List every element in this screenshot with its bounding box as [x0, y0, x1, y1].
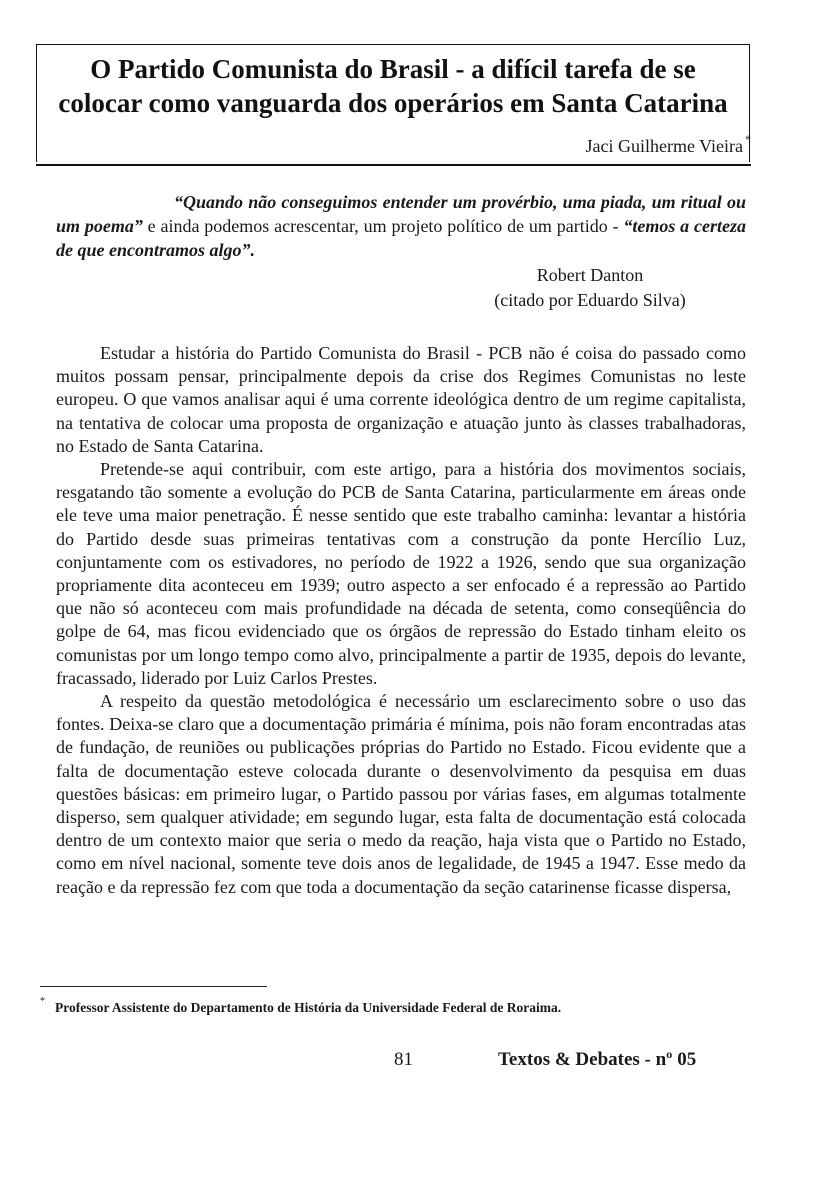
title-underline: [36, 164, 751, 166]
epigraph: [56, 190, 746, 262]
title-line-2: colocar como vanguarda dos operários em Santa Catarina: [58, 88, 728, 118]
epigraph-quote-2: “temos a certeza de que encontramos algo”.: [56, 216, 746, 260]
article-title: [36, 52, 750, 120]
epigraph-source-name: Robert Danton: [536, 265, 644, 285]
footnote-divider: [40, 986, 267, 987]
epigraph-source-cite: (citado por Eduardo Silva): [494, 290, 686, 310]
body-paragraph-1: Estudar a história do Partido Comunista do Brasil - PCB não é coisa do passado como muitos possam pensar, principalmente depois da crise dos Regimes Comunistas no leste europeu. O que vamos analisar aqui é uma corrente ideológica dentro de um regime capitalista, na tentativa de colocar uma proposta de organização e atuação junto às classes trabalhadoras, no Estado de Santa Catarina.: [56, 343, 746, 456]
author-footnote-mark: *: [745, 132, 751, 146]
epigraph-connector: e ainda podemos acrescentar, um projeto político de um partido -: [142, 216, 624, 236]
footnote-text: Professor Assistente do Departamento de História da Universidade Federal de Roraima.: [55, 1000, 562, 1015]
author-name: Jaci Guilherme Vieira: [585, 136, 743, 156]
journal-name: Textos & Debates - nº 05: [498, 1049, 697, 1070]
epigraph-quote: [56, 190, 746, 262]
title-line-1: O Partido Comunista do Brasil - a difícil tarefa de se: [90, 54, 696, 84]
body-paragraph-2: Pretende-se aqui contribuir, com este artigo, para a história dos movimentos sociais, resgatando tão somente a evolução do PCB de Santa Catarina, particularmente em áreas onde ele teve uma maior penetração. É nesse sentido que este trabalho caminha: levantar a história do Partido desde suas primeiras tentativas com a construção da ponte Hercílio Luz, conjuntamente com os estivadores, no período de 1922 a 1926, sendo que sua organização propriamente dita aconteceu em 1939; outro aspecto a ser enfocado é a repressão ao Partido que não só aconteceu com mais profundidade na década de setenta, como conseqüência do golpe de 64, mas ficou evidenciado que os órgãos de repressão do Estado tinham eleito os comunistas por um longo tempo como alvo, principalmente a partir de 1935, depois do levante, fracassado, liderado por Luiz Carlos Prestes.: [56, 459, 746, 688]
article-body: [56, 342, 746, 899]
page-number: 81: [394, 1049, 413, 1070]
body-paragraph-3: A respeito da questão metodológica é necessário um esclarecimento sobre o uso das fontes. Deixa-se claro que a documentação primária é mínima, pois não foram encontradas atas de fundação, de reuniões ou publicações próprias do Partido no Estado. Ficou evidente que a falta de documentação esteve colocada durante o desenvolvimento da pesquisa em duas questões básicas: em primeiro lugar, o Partido passou por várias fases, em algumas totalmente disperso, sem qualquer atividade; em segundo lugar, esta falta de documentação está colocada dentro de um contexto maior que seria o medo da reação, haja vista que o Partido no Estado, como em nível nacional, somente teve dois anos de legalidade, de 1945 a 1947. Esse medo da reação e da repressão fez com que toda a documentação da seção catarinense ficasse dispersa,: [56, 691, 746, 897]
epigraph-quote-1: “Quando não conseguimos entender um provérbio, uma piada, um ritual ou um poema”: [56, 192, 746, 236]
footnote-mark: *: [40, 996, 45, 1007]
